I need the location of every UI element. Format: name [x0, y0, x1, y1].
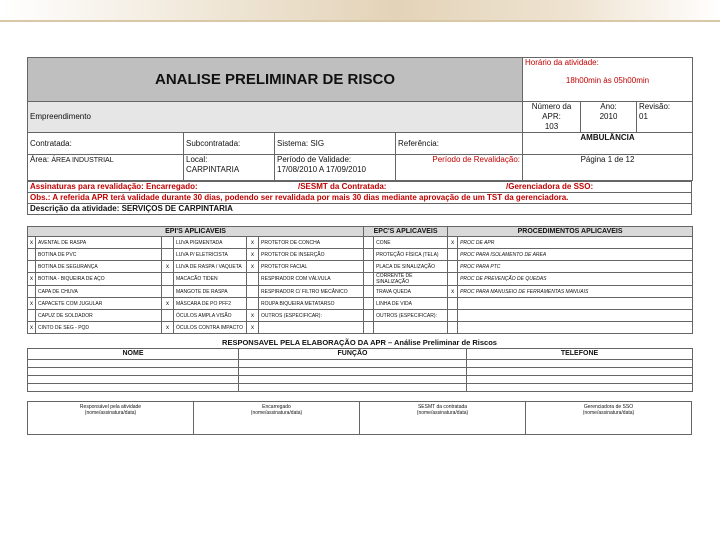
epi-item-1: CAPUZ DE SOLDADOR: [36, 310, 162, 322]
epi-item-3: RESPIRADOR C/ FILTRO MECÂNICO: [259, 286, 364, 298]
epc-check[interactable]: [364, 298, 374, 310]
epi-item-1: CAPACETE COM JUGULAR: [36, 298, 162, 310]
epc-check[interactable]: [364, 322, 374, 334]
epi-check-2[interactable]: [162, 237, 174, 249]
numero-apr-label: Número da APR:: [531, 102, 572, 121]
assinaturas-gerenciadora: /Gerenciadora de SSO:: [506, 182, 594, 191]
epc-check[interactable]: [364, 286, 374, 298]
proc-check[interactable]: [448, 322, 458, 334]
epi-item-2: MACACÃO TIDEN: [174, 273, 247, 286]
epi-check-1[interactable]: x: [28, 273, 36, 286]
epc-item: CONE: [374, 237, 448, 249]
telefone-cell-2[interactable]: [467, 368, 693, 376]
telefone-header: TELEFONE: [467, 349, 693, 360]
top-decorative-band: [0, 0, 720, 22]
signature-label: Encarregado: [262, 404, 291, 410]
epi-check-1[interactable]: x: [28, 298, 36, 310]
epc-item: OUTROS (ESPECIFICAR):: [374, 310, 448, 322]
pagina-label: Página 1 de 12: [523, 155, 693, 181]
epi-item-3: PROTETOR FACIAL: [259, 261, 364, 273]
epc-item: TRAVA QUEDA: [374, 286, 448, 298]
document-title: ANALISE PRELIMINAR DE RISCO: [28, 58, 523, 102]
epi-item-2: LUVA P/ ELETRICISTA: [174, 249, 247, 261]
ambulancia-label: AMBULÂNCIA: [523, 133, 693, 155]
epi-item-3: RESPIRADOR COM VÁLVULA: [259, 273, 364, 286]
epc-header: EPC'S APLICAVEIS: [364, 227, 448, 237]
epi-item-1: AVENTAL DE RASPA: [36, 237, 162, 249]
epi-item-1: CAPA DE CHUVA: [36, 286, 162, 298]
revisao-label: Revisão:: [639, 102, 671, 111]
epi-item-2: ÓCULOS CONTRA IMPACTO: [174, 322, 247, 334]
epi-check-1[interactable]: [28, 310, 36, 322]
local-label: Local:: [186, 155, 208, 164]
area-value: ÁREA INDUSTRIAL: [51, 157, 114, 164]
validade-label: Período de Validade:: [277, 155, 352, 164]
epi-check-2[interactable]: x: [162, 261, 174, 273]
signature-encarregado[interactable]: [194, 402, 360, 435]
validade-value: 17/08/2010 A 17/09/2010: [277, 165, 366, 174]
epc-check[interactable]: [364, 249, 374, 261]
epi-item-3: PROTETOR DE CONCHA: [259, 237, 364, 249]
epi-item-3: [259, 322, 364, 334]
revalidacao-label: Período de Revalidação:: [396, 155, 523, 181]
epi-check-3[interactable]: x: [247, 237, 259, 249]
epi-check-2[interactable]: [162, 273, 174, 286]
epi-check-2[interactable]: x: [162, 298, 174, 310]
table-row: [28, 237, 693, 249]
procedimentos-header: PROCEDIMENTOS APLICAVEIS: [448, 227, 693, 237]
signature-sesmt[interactable]: [360, 402, 526, 435]
epi-check-1[interactable]: [28, 249, 36, 261]
referencia-label: Referência:: [396, 133, 523, 155]
ano-value: 2010: [599, 112, 618, 121]
epc-item: CORRENTE DE SINALIZAÇÃO: [374, 273, 448, 286]
telefone-cell-1[interactable]: [467, 360, 693, 368]
proc-check[interactable]: x: [448, 237, 458, 249]
apr-document: [27, 57, 692, 435]
proc-item: [458, 322, 693, 334]
epi-item-1: BOTINA - BIQUEIRA DE AÇO: [36, 273, 162, 286]
applicable-items-table: [27, 226, 693, 334]
funcao-header: FUNÇÃO: [239, 349, 467, 360]
funcao-cell-2[interactable]: [239, 368, 467, 376]
signature-hint: (nome/assinatura/data): [250, 410, 303, 416]
contratada-label: Contratada:: [28, 133, 184, 155]
epi-item-2: MÁSCARA DE PO PFF2: [174, 298, 247, 310]
epi-check-1[interactable]: [28, 286, 36, 298]
signature-label: SESMT da contratada: [417, 404, 468, 410]
proc-item: [458, 298, 693, 310]
signature-gerenciadora[interactable]: [526, 402, 692, 435]
epi-check-2[interactable]: x: [162, 322, 174, 334]
proc-item: PROC PARA MANUSEIO DE FERRAMENTAS MANUAIS: [458, 286, 693, 298]
signature-label: Responsável pela atividade: [79, 404, 142, 410]
nome-cell-4[interactable]: [28, 384, 239, 392]
funcao-cell-3[interactable]: [239, 376, 467, 384]
epi-check-3[interactable]: x: [247, 261, 259, 273]
epi-check-3[interactable]: [247, 273, 259, 286]
header-table: [27, 57, 693, 181]
table-row: [28, 261, 693, 273]
epi-item-1: BOTINA DE SEGURANÇA: [36, 261, 162, 273]
epi-check-1[interactable]: x: [28, 237, 36, 249]
assinaturas-encarregado: Assinaturas para revalidação: Encarregado:: [30, 182, 198, 191]
proc-item: PROC PARA ISOLAMENTO DE AREA: [458, 249, 693, 261]
assinaturas-sesmt: /SESMT da Contratada:: [298, 182, 387, 191]
nome-header: NOME: [28, 349, 239, 360]
proc-check[interactable]: x: [448, 286, 458, 298]
signature-hint: (nome/assinatura/data): [416, 410, 469, 416]
subcontratada-label: Subcontratada:: [184, 133, 275, 155]
telefone-cell-4[interactable]: [467, 384, 693, 392]
epi-check-2[interactable]: [162, 286, 174, 298]
epi-item-2: MANGOTE DE RASPA: [174, 286, 247, 298]
ano-label: Ano:: [600, 102, 617, 111]
epc-item: [374, 322, 448, 334]
epi-item-2: LUVA PIGMENTADA: [174, 237, 247, 249]
epi-check-3[interactable]: x: [247, 322, 259, 334]
epi-check-3[interactable]: x: [247, 310, 259, 322]
epi-item-1: CINTO DE SEG - PQD: [36, 322, 162, 334]
epi-check-3[interactable]: x: [247, 249, 259, 261]
epi-check-2[interactable]: [162, 249, 174, 261]
responsavel-title: RESPONSAVEL PELA ELABORAÇÃO DA APR – Análise Preliminar de Riscos: [222, 338, 497, 347]
proc-item: [458, 310, 693, 322]
nome-cell-3[interactable]: [28, 376, 239, 384]
epi-check-2[interactable]: [162, 310, 174, 322]
signature-label: Gerenciadora de SSO: [583, 404, 634, 410]
sistema-label: Sistema: SIG: [275, 133, 396, 155]
epc-item: PROTEÇÃO FÍSICA (TELA): [374, 249, 448, 261]
signature-hint: (nome/assinatura/data): [582, 410, 635, 416]
table-row: [28, 322, 693, 334]
epi-check-1[interactable]: [28, 261, 36, 273]
proc-check[interactable]: [448, 261, 458, 273]
epc-item: PLACA DE SINALIZAÇÃO: [374, 261, 448, 273]
proc-item: PROC DE PREVENÇÃO DE QUEDAS: [458, 273, 693, 286]
nome-cell-1[interactable]: [28, 360, 239, 368]
obs-text: Obs.: A referida APR terá validade durante 30 dias, podendo ser revalidada por mais 30 dias mediante aprovação de um TST da gerenciadora.: [28, 193, 692, 204]
epi-item-3: OUTROS (ESPECIFICAR):: [259, 310, 364, 322]
table-row: [28, 249, 693, 261]
numero-apr-value: 103: [544, 122, 559, 131]
horario-value: 18h00min às 05h00min: [565, 76, 650, 85]
epi-header: EPI'S APLICAVEIS: [28, 227, 364, 237]
epi-item-1: BOTINA DE PVC: [36, 249, 162, 261]
proc-check[interactable]: [448, 273, 458, 286]
revalidation-table: [27, 181, 692, 215]
responsavel-table: [27, 348, 693, 392]
table-row: [28, 286, 693, 298]
epc-check[interactable]: [364, 261, 374, 273]
epc-check[interactable]: [364, 273, 374, 286]
epi-check-1[interactable]: x: [28, 322, 36, 334]
table-row: [28, 273, 693, 286]
local-value: CARPINTARIA: [186, 165, 240, 174]
epc-check[interactable]: [364, 310, 374, 322]
epi-item-3: PROTETOR DE INSERÇÃO: [259, 249, 364, 261]
epi-check-3[interactable]: [247, 298, 259, 310]
empreendimento-label: Empreendimento: [28, 102, 523, 133]
signature-responsavel[interactable]: [28, 402, 194, 435]
proc-check[interactable]: [448, 298, 458, 310]
epi-item-3: ROUPA BIQUEIRA METATARSO: [259, 298, 364, 310]
proc-item: PROC DE APR: [458, 237, 693, 249]
proc-check[interactable]: [448, 249, 458, 261]
epc-item: LINHA DE VIDA: [374, 298, 448, 310]
epi-item-2: ÓCULOS AMPLA VISÃO: [174, 310, 247, 322]
proc-item: PROC PARA PTC: [458, 261, 693, 273]
table-row: [28, 298, 693, 310]
signature-hint: (nome/assinatura/data): [84, 410, 137, 416]
signature-table: [27, 401, 692, 435]
table-row: [28, 310, 693, 322]
epi-item-2: LUVA DE RASPA / VAQUETA: [174, 261, 247, 273]
revisao-value: 01: [639, 112, 648, 121]
epi-check-3[interactable]: [247, 286, 259, 298]
nome-cell-2[interactable]: [28, 368, 239, 376]
epc-check[interactable]: [364, 237, 374, 249]
telefone-cell-3[interactable]: [467, 376, 693, 384]
funcao-cell-1[interactable]: [239, 360, 467, 368]
area-label: Área:: [30, 155, 50, 164]
funcao-cell-4[interactable]: [239, 384, 467, 392]
proc-check[interactable]: [448, 310, 458, 322]
descricao-atividade: Descrição da atividade: SERVIÇOS DE CARPINTARIA: [28, 204, 692, 215]
horario-label: Horário da atividade:: [525, 58, 599, 67]
